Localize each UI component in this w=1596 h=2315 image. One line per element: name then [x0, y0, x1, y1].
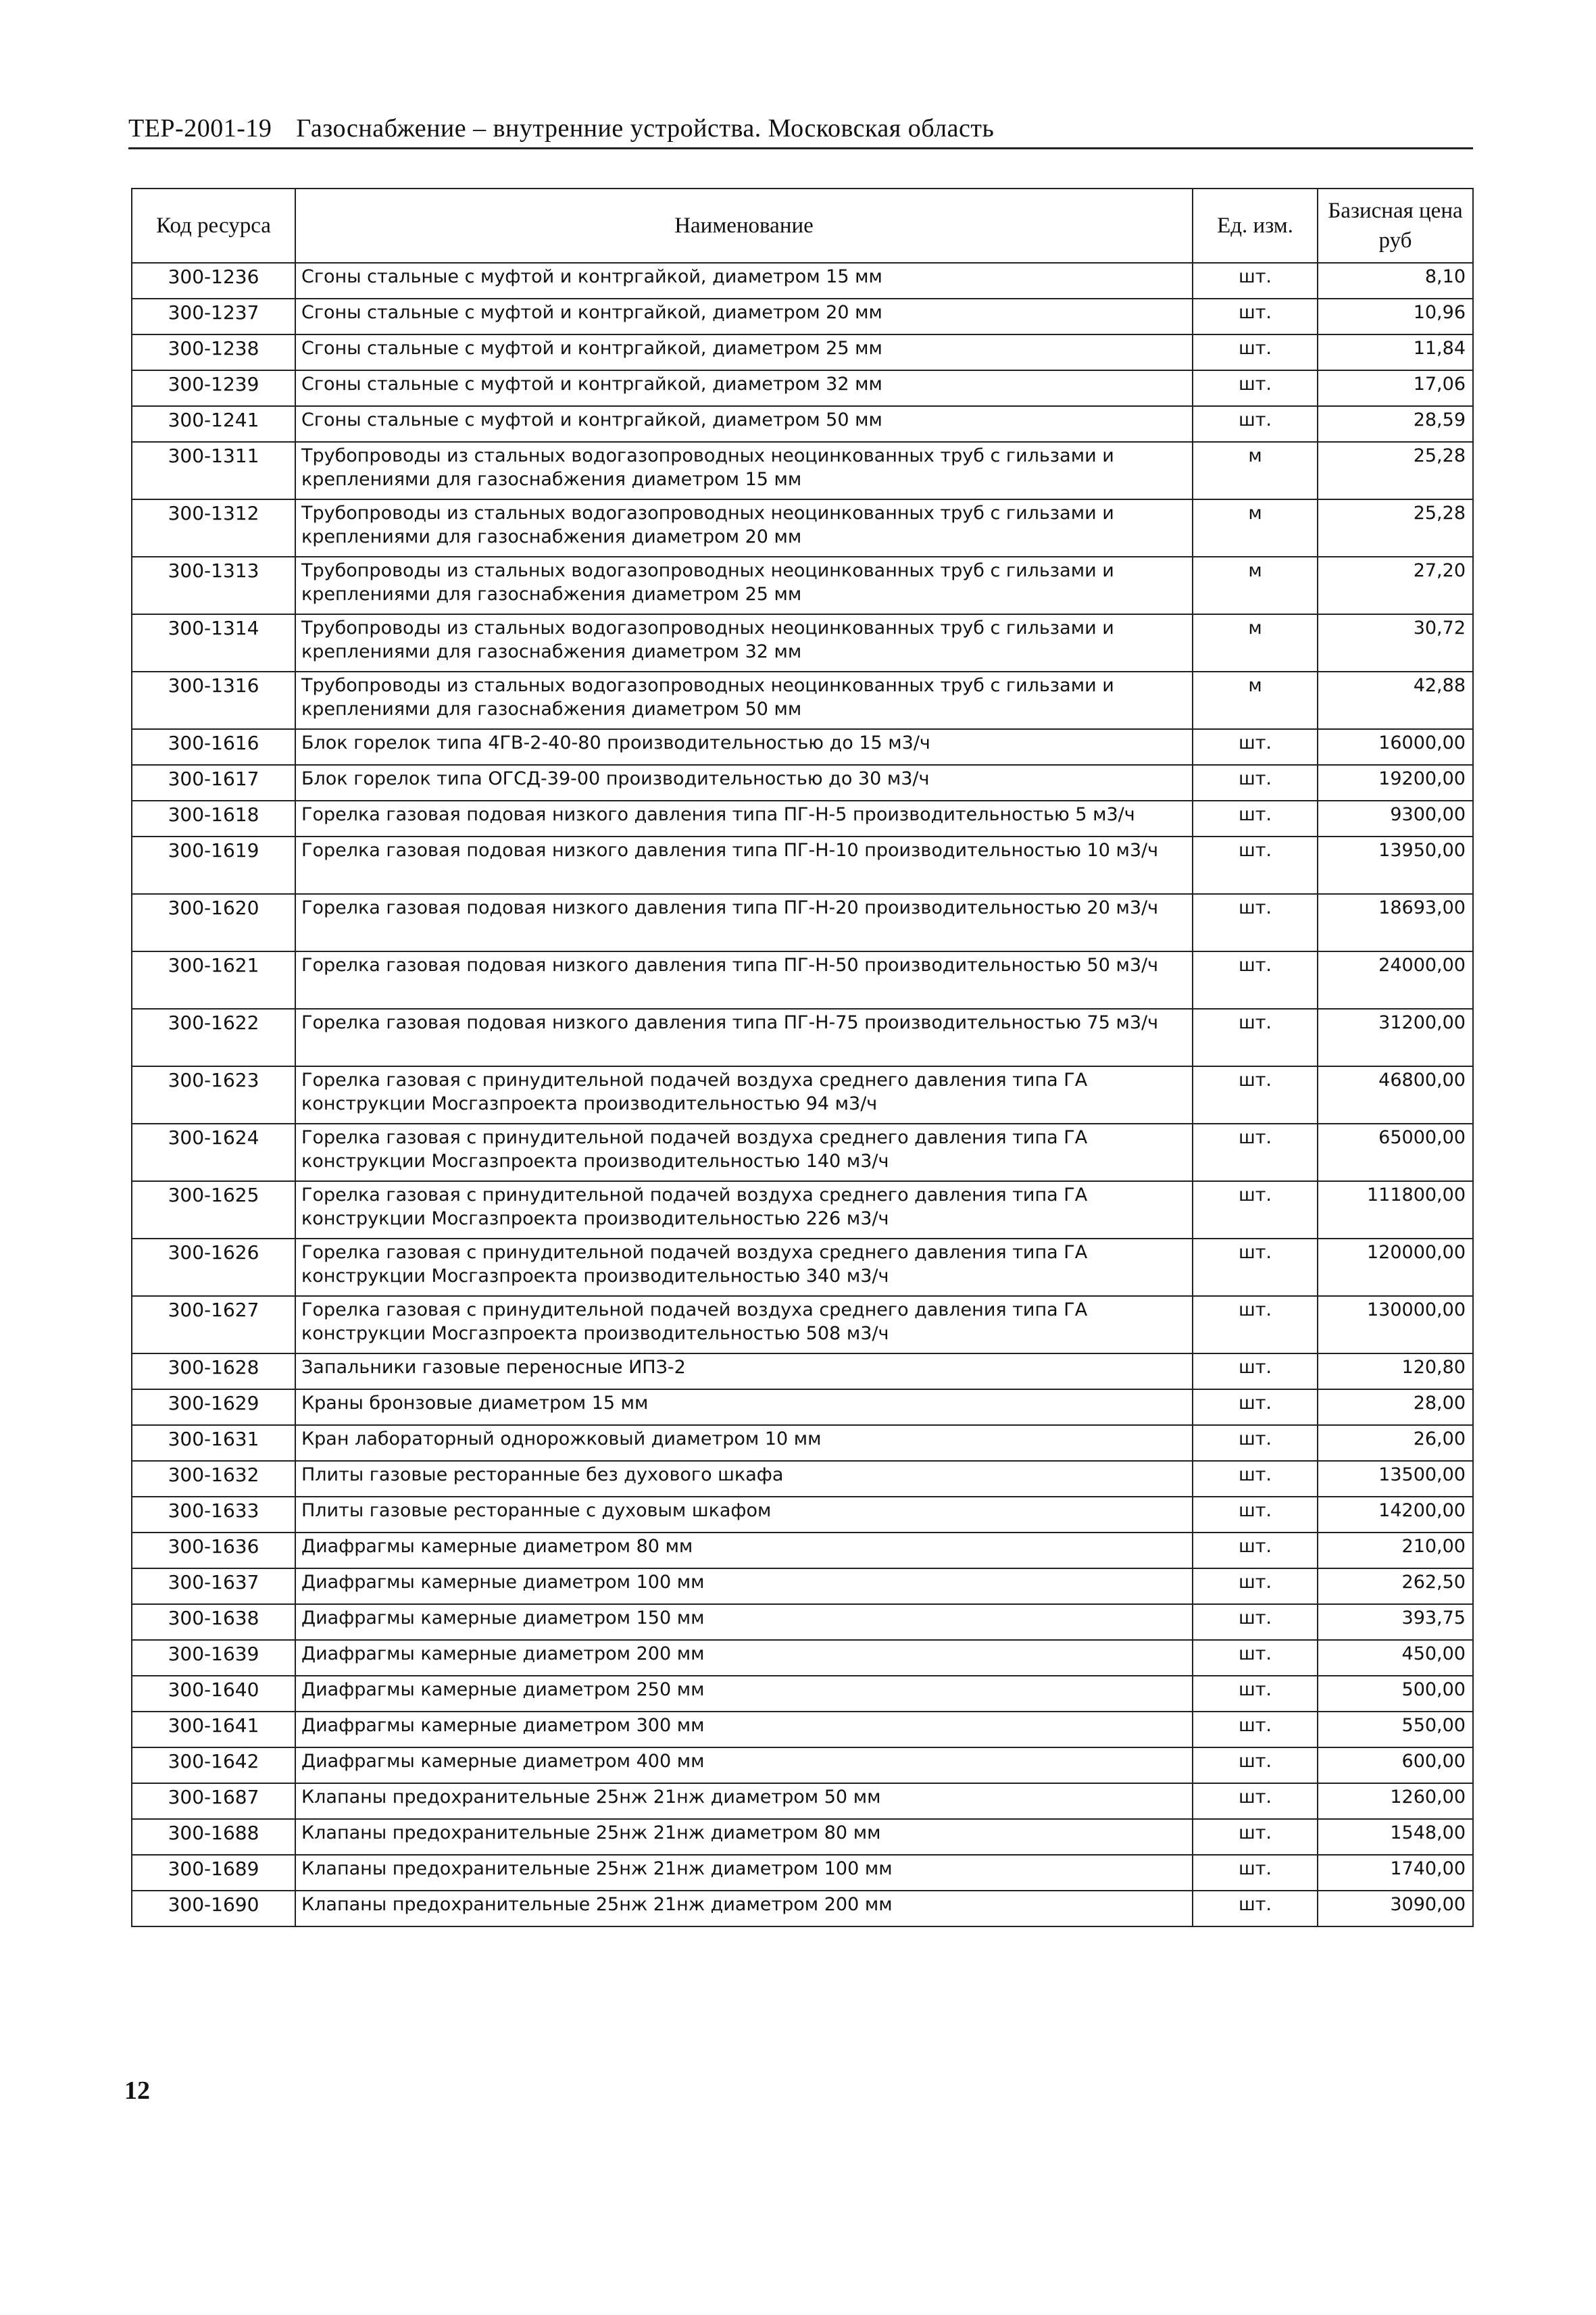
cell-unit: шт.: [1193, 1855, 1318, 1891]
cell-price: 26,00: [1318, 1425, 1473, 1461]
table-row: [132, 1497, 1473, 1533]
cell-price: 120000,00: [1318, 1239, 1473, 1296]
cell-code: 300-1641: [132, 1712, 295, 1747]
cell-unit: м: [1193, 614, 1318, 672]
cell-unit: шт.: [1193, 1497, 1318, 1533]
cell-name: Трубопроводы из стальных водогазопроводных неоцинкованных труб с гильзами и креплениями для газоснабжения диаметром 20 мм: [295, 499, 1193, 557]
cell-price: 46800,00: [1318, 1066, 1473, 1124]
cell-unit: шт.: [1193, 299, 1318, 334]
cell-unit: шт.: [1193, 1533, 1318, 1568]
cell-unit: м: [1193, 499, 1318, 557]
cell-price: 111800,00: [1318, 1181, 1473, 1239]
cell-name: Диафрагмы камерные диаметром 300 мм: [295, 1712, 1193, 1747]
cell-name: Горелка газовая подовая низкого давления типа ПГ-Н-5 производительностью 5 м3/ч: [295, 801, 1193, 837]
cell-code: 300-1636: [132, 1533, 295, 1568]
cell-price: 1260,00: [1318, 1783, 1473, 1819]
table-row: [132, 1461, 1473, 1497]
table-row: [132, 1066, 1473, 1124]
cell-price: 25,28: [1318, 442, 1473, 499]
cell-price: 600,00: [1318, 1747, 1473, 1783]
cell-unit: шт.: [1193, 1819, 1318, 1855]
document-title: Газоснабжение – внутренние устройства. Московская область: [296, 114, 995, 143]
column-header-name: Наименование: [295, 189, 1193, 263]
cell-price: 393,75: [1318, 1604, 1473, 1640]
cell-price: 262,50: [1318, 1568, 1473, 1604]
cell-name: Клапаны предохранительные 25нж 21нж диаметром 200 мм: [295, 1891, 1193, 1926]
cell-price: 18693,00: [1318, 894, 1473, 951]
cell-price: 30,72: [1318, 614, 1473, 672]
cell-code: 300-1241: [132, 406, 295, 442]
cell-name: Краны бронзовые диаметром 15 мм: [295, 1389, 1193, 1425]
cell-name: Горелка газовая с принудительной подачей воздуха среднего давления типа ГА конструкции Мосгазпроекта производительностью 140 м3/ч: [295, 1124, 1193, 1181]
table-row: [132, 1676, 1473, 1712]
cell-name: Блок горелок типа ОГСД-39-00 производительностью до 30 м3/ч: [295, 765, 1193, 801]
cell-code: 300-1637: [132, 1568, 295, 1604]
cell-unit: шт.: [1193, 1239, 1318, 1296]
cell-code: 300-1638: [132, 1604, 295, 1640]
cell-unit: шт.: [1193, 801, 1318, 837]
table-row: [132, 951, 1473, 1009]
document-code: ТЕР-2001-19: [128, 114, 272, 143]
cell-price: 19200,00: [1318, 765, 1473, 801]
cell-code: 300-1237: [132, 299, 295, 334]
cell-code: 300-1639: [132, 1640, 295, 1676]
cell-unit: м: [1193, 442, 1318, 499]
cell-name: Сгоны стальные с муфтой и контргайкой, диаметром 15 мм: [295, 263, 1193, 299]
cell-unit: шт.: [1193, 765, 1318, 801]
cell-price: 25,28: [1318, 499, 1473, 557]
table-row: [132, 1891, 1473, 1926]
cell-code: 300-1618: [132, 801, 295, 837]
cell-price: 27,20: [1318, 557, 1473, 614]
table-row: [132, 614, 1473, 672]
cell-price: 450,00: [1318, 1640, 1473, 1676]
cell-code: 300-1687: [132, 1783, 295, 1819]
table-row: [132, 1568, 1473, 1604]
cell-name: Трубопроводы из стальных водогазопроводных неоцинкованных труб с гильзами и креплениями для газоснабжения диаметром 50 мм: [295, 672, 1193, 729]
column-header-price: Базисная цена руб: [1318, 189, 1473, 263]
table-row: [132, 499, 1473, 557]
cell-price: 1740,00: [1318, 1855, 1473, 1891]
cell-name: Плиты газовые ресторанные без духового шкафа: [295, 1461, 1193, 1497]
table-row: [132, 370, 1473, 406]
table-row: [132, 263, 1473, 299]
table-row: [132, 1239, 1473, 1296]
cell-price: 17,06: [1318, 370, 1473, 406]
cell-name: Сгоны стальные с муфтой и контргайкой, диаметром 20 мм: [295, 299, 1193, 334]
cell-unit: шт.: [1193, 1461, 1318, 1497]
cell-price: 16000,00: [1318, 729, 1473, 765]
cell-price: 10,96: [1318, 299, 1473, 334]
page-number: 12: [124, 2076, 150, 2105]
cell-unit: шт.: [1193, 1568, 1318, 1604]
cell-unit: шт.: [1193, 1181, 1318, 1239]
table-row: [132, 729, 1473, 765]
table-row: [132, 765, 1473, 801]
cell-code: 300-1629: [132, 1389, 295, 1425]
cell-price: 550,00: [1318, 1712, 1473, 1747]
cell-price: 11,84: [1318, 334, 1473, 370]
cell-code: 300-1623: [132, 1066, 295, 1124]
table-row: [132, 1353, 1473, 1389]
table-row: [132, 1296, 1473, 1353]
table-row: [132, 442, 1473, 499]
cell-code: 300-1633: [132, 1497, 295, 1533]
cell-price: 65000,00: [1318, 1124, 1473, 1181]
column-header-code: Код ресурса: [132, 189, 295, 263]
cell-price: 42,88: [1318, 672, 1473, 729]
cell-code: 300-1316: [132, 672, 295, 729]
cell-code: 300-1619: [132, 837, 295, 894]
cell-name: Горелка газовая подовая низкого давления типа ПГ-Н-20 производительностью 20 м3/ч: [295, 894, 1193, 951]
cell-unit: шт.: [1193, 1891, 1318, 1926]
cell-name: Запальники газовые переносные ИПЗ-2: [295, 1353, 1193, 1389]
cell-unit: шт.: [1193, 263, 1318, 299]
cell-name: Сгоны стальные с муфтой и контргайкой, диаметром 25 мм: [295, 334, 1193, 370]
cell-unit: шт.: [1193, 406, 1318, 442]
cell-price: 1548,00: [1318, 1819, 1473, 1855]
cell-unit: шт.: [1193, 894, 1318, 951]
cell-price: 14200,00: [1318, 1497, 1473, 1533]
table-row: [132, 1604, 1473, 1640]
cell-name: Плиты газовые ресторанные с духовым шкафом: [295, 1497, 1193, 1533]
cell-name: Сгоны стальные с муфтой и контргайкой, диаметром 50 мм: [295, 406, 1193, 442]
cell-name: Диафрагмы камерные диаметром 100 мм: [295, 1568, 1193, 1604]
cell-code: 300-1689: [132, 1855, 295, 1891]
cell-name: Горелка газовая подовая низкого давления типа ПГ-Н-50 производительностью 50 м3/ч: [295, 951, 1193, 1009]
cell-name: Блок горелок типа 4ГВ-2-40-80 производительностью до 15 м3/ч: [295, 729, 1193, 765]
cell-unit: шт.: [1193, 1712, 1318, 1747]
cell-price: 500,00: [1318, 1676, 1473, 1712]
cell-code: 300-1642: [132, 1747, 295, 1783]
table-row: [132, 1747, 1473, 1783]
page-header: [128, 114, 1473, 149]
cell-code: 300-1622: [132, 1009, 295, 1066]
cell-code: 300-1626: [132, 1239, 295, 1296]
cell-code: 300-1624: [132, 1124, 295, 1181]
cell-price: 3090,00: [1318, 1891, 1473, 1926]
cell-unit: м: [1193, 672, 1318, 729]
cell-code: 300-1616: [132, 729, 295, 765]
cell-code: 300-1690: [132, 1891, 295, 1926]
table-row: [132, 1181, 1473, 1239]
table-row: [132, 334, 1473, 370]
cell-code: 300-1632: [132, 1461, 295, 1497]
table-row: [132, 837, 1473, 894]
table-row: [132, 406, 1473, 442]
cell-price: 28,59: [1318, 406, 1473, 442]
cell-price: 28,00: [1318, 1389, 1473, 1425]
table-row: [132, 1819, 1473, 1855]
cell-name: Клапаны предохранительные 25нж 21нж диаметром 50 мм: [295, 1783, 1193, 1819]
cell-unit: шт.: [1193, 729, 1318, 765]
table-row: [132, 1425, 1473, 1461]
column-header-unit: Ед. изм.: [1193, 189, 1318, 263]
table-row: [132, 672, 1473, 729]
cell-unit: шт.: [1193, 1747, 1318, 1783]
cell-price: 13500,00: [1318, 1461, 1473, 1497]
cell-unit: шт.: [1193, 1676, 1318, 1712]
table-row: [132, 1389, 1473, 1425]
cell-name: Горелка газовая с принудительной подачей воздуха среднего давления типа ГА конструкции Мосгазпроекта производительностью 340 м3/ч: [295, 1239, 1193, 1296]
cell-name: Горелка газовая с принудительной подачей воздуха среднего давления типа ГА конструкции Мосгазпроекта производительностью 508 м3/ч: [295, 1296, 1193, 1353]
cell-price: 130000,00: [1318, 1296, 1473, 1353]
cell-code: 300-1312: [132, 499, 295, 557]
table-row: [132, 801, 1473, 837]
cell-code: 300-1617: [132, 765, 295, 801]
cell-unit: шт.: [1193, 1389, 1318, 1425]
cell-name: Трубопроводы из стальных водогазопроводных неоцинкованных труб с гильзами и креплениями для газоснабжения диаметром 32 мм: [295, 614, 1193, 672]
cell-code: 300-1238: [132, 334, 295, 370]
cell-name: Клапаны предохранительные 25нж 21нж диаметром 80 мм: [295, 1819, 1193, 1855]
cell-code: 300-1239: [132, 370, 295, 406]
cell-name: Трубопроводы из стальных водогазопроводных неоцинкованных труб с гильзами и креплениями для газоснабжения диаметром 15 мм: [295, 442, 1193, 499]
table-row: [132, 1533, 1473, 1568]
cell-unit: шт.: [1193, 1353, 1318, 1389]
cell-price: 8,10: [1318, 263, 1473, 299]
cell-code: 300-1313: [132, 557, 295, 614]
cell-code: 300-1625: [132, 1181, 295, 1239]
cell-code: 300-1628: [132, 1353, 295, 1389]
cell-code: 300-1236: [132, 263, 295, 299]
cell-unit: шт.: [1193, 1783, 1318, 1819]
cell-price: 13950,00: [1318, 837, 1473, 894]
cell-name: Диафрагмы камерные диаметром 200 мм: [295, 1640, 1193, 1676]
cell-code: 300-1640: [132, 1676, 295, 1712]
cell-price: 120,80: [1318, 1353, 1473, 1389]
cell-price: 9300,00: [1318, 801, 1473, 837]
cell-code: 300-1621: [132, 951, 295, 1009]
table-row: [132, 1124, 1473, 1181]
cell-unit: шт.: [1193, 837, 1318, 894]
table-row: [132, 1855, 1473, 1891]
cell-name: Горелка газовая с принудительной подачей воздуха среднего давления типа ГА конструкции Мосгазпроекта производительностью 226 м3/ч: [295, 1181, 1193, 1239]
cell-unit: шт.: [1193, 1124, 1318, 1181]
cell-unit: шт.: [1193, 1296, 1318, 1353]
table-row: [132, 894, 1473, 951]
table-row: [132, 1783, 1473, 1819]
cell-unit: шт.: [1193, 334, 1318, 370]
cell-code: 300-1311: [132, 442, 295, 499]
cell-name: Кран лабораторный однорожковый диаметром 10 мм: [295, 1425, 1193, 1461]
cell-unit: шт.: [1193, 370, 1318, 406]
cell-name: Трубопроводы из стальных водогазопроводных неоцинкованных труб с гильзами и креплениями для газоснабжения диаметром 25 мм: [295, 557, 1193, 614]
cell-name: Диафрагмы камерные диаметром 250 мм: [295, 1676, 1193, 1712]
cell-name: Диафрагмы камерные диаметром 150 мм: [295, 1604, 1193, 1640]
cell-code: 300-1620: [132, 894, 295, 951]
cell-code: 300-1627: [132, 1296, 295, 1353]
cell-name: Горелка газовая подовая низкого давления типа ПГ-Н-75 производительностью 75 м3/ч: [295, 1009, 1193, 1066]
cell-unit: шт.: [1193, 1066, 1318, 1124]
table-row: [132, 299, 1473, 334]
cell-unit: шт.: [1193, 951, 1318, 1009]
table-body: [132, 263, 1473, 1926]
cell-unit: шт.: [1193, 1009, 1318, 1066]
cell-unit: шт.: [1193, 1640, 1318, 1676]
cell-code: 300-1314: [132, 614, 295, 672]
cell-name: Сгоны стальные с муфтой и контргайкой, диаметром 32 мм: [295, 370, 1193, 406]
table-row: [132, 557, 1473, 614]
cell-price: 24000,00: [1318, 951, 1473, 1009]
cell-unit: м: [1193, 557, 1318, 614]
cell-name: Диафрагмы камерные диаметром 400 мм: [295, 1747, 1193, 1783]
table-row: [132, 1712, 1473, 1747]
cell-name: Клапаны предохранительные 25нж 21нж диаметром 100 мм: [295, 1855, 1193, 1891]
cell-name: Горелка газовая с принудительной подачей воздуха среднего давления типа ГА конструкции Мосгазпроекта производительностью 94 м3/ч: [295, 1066, 1193, 1124]
cell-code: 300-1631: [132, 1425, 295, 1461]
table-header-row: [132, 189, 1473, 263]
cell-name: Горелка газовая подовая низкого давления типа ПГ-Н-10 производительностью 10 м3/ч: [295, 837, 1193, 894]
price-table: [131, 188, 1474, 1927]
cell-code: 300-1688: [132, 1819, 295, 1855]
table-row: [132, 1640, 1473, 1676]
cell-price: 31200,00: [1318, 1009, 1473, 1066]
cell-unit: шт.: [1193, 1604, 1318, 1640]
cell-price: 210,00: [1318, 1533, 1473, 1568]
table-row: [132, 1009, 1473, 1066]
cell-unit: шт.: [1193, 1425, 1318, 1461]
cell-name: Диафрагмы камерные диаметром 80 мм: [295, 1533, 1193, 1568]
